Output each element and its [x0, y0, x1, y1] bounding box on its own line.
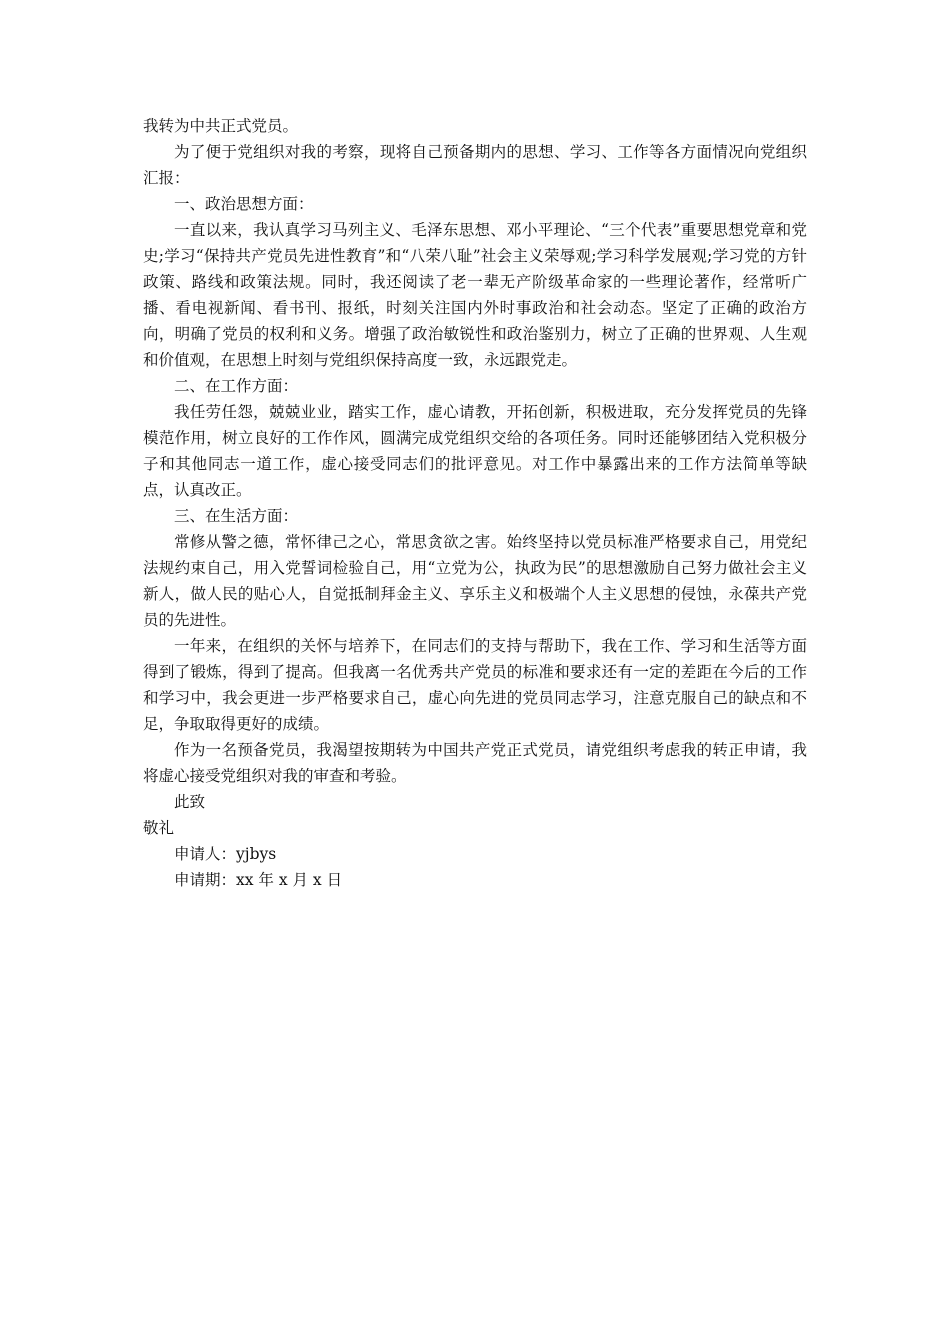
- closing-salutation: 此致: [174, 793, 206, 811]
- section-heading-work: 二、在工作方面：: [174, 377, 299, 395]
- paragraph-request: 作为一名预备党员，我渴望按期转为中国共产党正式党员，请党组织考虑我的转正申请，我将虚心接受党组织对我的审查和考验。: [143, 741, 807, 785]
- paragraph-summary: 一年来，在组织的关怀与培养下，在同志们的支持与帮助下，我在工作、学习和生活等方面得到了锻炼，得到了提高。但我离一名优秀共产党员的标准和要求还有一定的差距在今后的工作和学习中，我会更进一步严格要求自己，虚心向先进的党员同志学习，注意克服自己的缺点和不足，争取取得更好的成绩。: [143, 637, 807, 733]
- paragraph-intro-continuation: 我转为中共正式党员。: [143, 117, 299, 135]
- section-heading-life: 三、在生活方面：: [174, 507, 299, 525]
- application-date-line: 申请期：xx 年 x 月 x 日: [174, 871, 343, 889]
- paragraph-political: 一直以来，我认真学习马列主义、毛泽东思想、邓小平理论、“三个代表”重要思想党章和党史;学习“保持共产党员先进性教育”和“八荣八耻”社会主义荣辱观;学习科学发展观;学习党的方针政策、路线和政策法规。同时，我还阅读了老一辈无产阶级革命家的一些理论著作，经常听广播、看电视新闻、看书刊、报纸，时刻关注国内外时事政治和社会动态。坚定了正确的政治方向，明确了党员的权利和义务。增强了政治敏锐性和政治鉴别力，树立了正确的世界观、人生观和价值观，在思想上时刻与党组织保持高度一致，永远跟党走。: [143, 221, 807, 369]
- closing-regards: 敬礼: [143, 819, 175, 837]
- applicant-line: 申请人：yjbys: [174, 845, 277, 863]
- paragraph-work: 我任劳任怨，兢兢业业，踏实工作，虚心请教，开拓创新，积极进取，充分发挥党员的先锋模范作用，树立良好的工作作风，圆满完成党组织交给的各项任务。同时还能够团结入党积极分子和其他同志一道工作，虚心接受同志们的批评意见。对工作中暴露出来的工作方法简单等缺点，认真改正。: [143, 403, 807, 499]
- section-heading-political: 一、政治思想方面：: [174, 195, 314, 213]
- paragraph-life: 常修从警之德，常怀律己之心，常思贪欲之害。始终坚持以党员标准严格要求自己，用党纪法规约束自己，用入党誓词检验自己，用“立党为公，执政为民”的思想激励自己努力做社会主义新人，做人民的贴心人，自觉抵制拜金主义、享乐主义和极端个人主义思想的侵蚀，永葆共产党员的先进性。: [143, 533, 807, 629]
- paragraph-report-intro: 为了便于党组织对我的考察，现将自己预备期内的思想、学习、工作等各方面情况向党组织汇报：: [143, 143, 807, 187]
- document-body: [143, 113, 807, 893]
